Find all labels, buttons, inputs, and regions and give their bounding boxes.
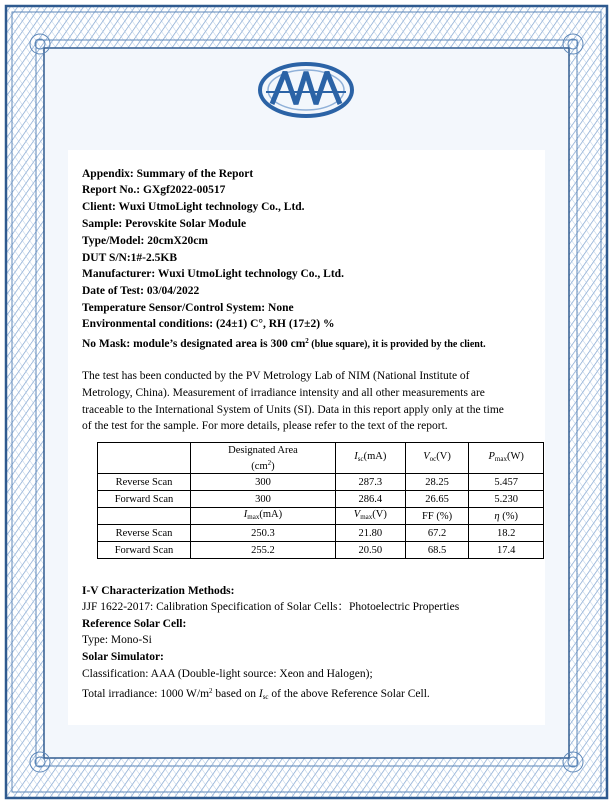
- table-row: [98, 525, 544, 542]
- statement-line: of the test for the sample. For more details, please refer to the text of the report.: [82, 420, 448, 432]
- row-label: Reverse Scan: [98, 474, 191, 491]
- sample: Sample: Perovskite Solar Module: [82, 218, 247, 230]
- header-eta: η (%): [469, 508, 544, 525]
- cell-area: 300: [191, 491, 336, 508]
- table-header-row: [98, 443, 544, 474]
- cell-voc: 26.65: [405, 491, 469, 508]
- iv-methods-heading: I-V Characterization Methods:: [82, 585, 235, 597]
- cell-imax: 255.2: [191, 542, 336, 559]
- cell-ff: 67.2: [405, 525, 469, 542]
- header-designated-area: Designated Area $(cm^2)$: [191, 443, 336, 474]
- statement-line: Metrology, China). Measurement of irradiance intensity and all other measurements are: [82, 387, 485, 399]
- table-row: [98, 542, 544, 559]
- header-blank: [98, 508, 191, 525]
- cell-isc: 286.4: [335, 491, 405, 508]
- statement-line: traceable to the International System of Units (SI). Data in this report apply only at the time: [82, 404, 504, 416]
- table-row: [98, 491, 544, 508]
- appendix-title: Appendix: Summary of the Report: [82, 168, 254, 180]
- header-pmax: $P_{max}(W)$: [469, 443, 544, 474]
- header-imax: $I_{max}(mA)$: [191, 508, 336, 525]
- no-mask-note: No Mask: module’s designated area is 300 $cm^2$ (blue square), it is provided by the client.: [82, 337, 486, 350]
- reference-cell-type: Type: Mono-Si: [82, 634, 152, 646]
- cell-eta: 18.2: [469, 525, 544, 542]
- cell-eta: 17.4: [469, 542, 544, 559]
- cell-voc: 28.25: [405, 474, 469, 491]
- row-label: Forward Scan: [98, 491, 191, 508]
- report-number: Report No.: GXgf2022-00517: [82, 184, 226, 196]
- results-table: [97, 442, 544, 559]
- client: Client: Wuxi UtmoLight technology Co., Ltd.: [82, 201, 305, 213]
- manufacturer: Manufacturer: Wuxi UtmoLight technology Co., Ltd.: [82, 268, 344, 280]
- cell-ff: 68.5: [405, 542, 469, 559]
- table-header-row: [98, 508, 544, 525]
- cell-pmax: 5.230: [469, 491, 544, 508]
- header-voc: $V_{oc}(V)$: [405, 443, 469, 474]
- cell-vmax: 20.50: [335, 542, 405, 559]
- total-irradiance: Total irradiance: 1000 $W/m^2$ based on $I_{sc}$ of the above Reference Solar Cell.: [82, 687, 430, 701]
- header-vmax: $V_{max}(V)$: [335, 508, 405, 525]
- cell-area: 300: [191, 474, 336, 491]
- simulator-classification: Classification: AAA (Double-light source: Xeon and Halogen);: [82, 668, 373, 680]
- row-label: Forward Scan: [98, 542, 191, 559]
- iv-methods-text: JJF 1622-2017: Calibration Specification of Solar Cells：Photoelectric Properties: [82, 601, 460, 613]
- header-ff: FF (%): [405, 508, 469, 525]
- cell-vmax: 21.80: [335, 525, 405, 542]
- temperature-sensor: Temperature Sensor/Control System: None: [82, 302, 294, 314]
- solar-simulator-heading: Solar Simulator:: [82, 651, 164, 663]
- type-model: Type/Model: 20cmX20cm: [82, 235, 208, 247]
- table-row: [98, 474, 544, 491]
- dut-serial: DUT S/N:1#-2.5KB: [82, 252, 177, 264]
- row-label: Reverse Scan: [98, 525, 191, 542]
- statement-line: The test has been conducted by the PV Metrology Lab of NIM (National Institute of: [82, 370, 470, 382]
- cell-imax: 250.3: [191, 525, 336, 542]
- date-of-test: Date of Test: 03/04/2022: [82, 285, 200, 297]
- cell-isc: 287.3: [335, 474, 405, 491]
- header-isc: $I_{sc}(mA)$: [335, 443, 405, 474]
- cell-pmax: 5.457: [469, 474, 544, 491]
- header-blank: [98, 443, 191, 474]
- reference-cell-heading: Reference Solar Cell:: [82, 618, 187, 630]
- environmental-conditions: Environmental conditions: (24±1) C°, RH (17±2) %: [82, 318, 335, 330]
